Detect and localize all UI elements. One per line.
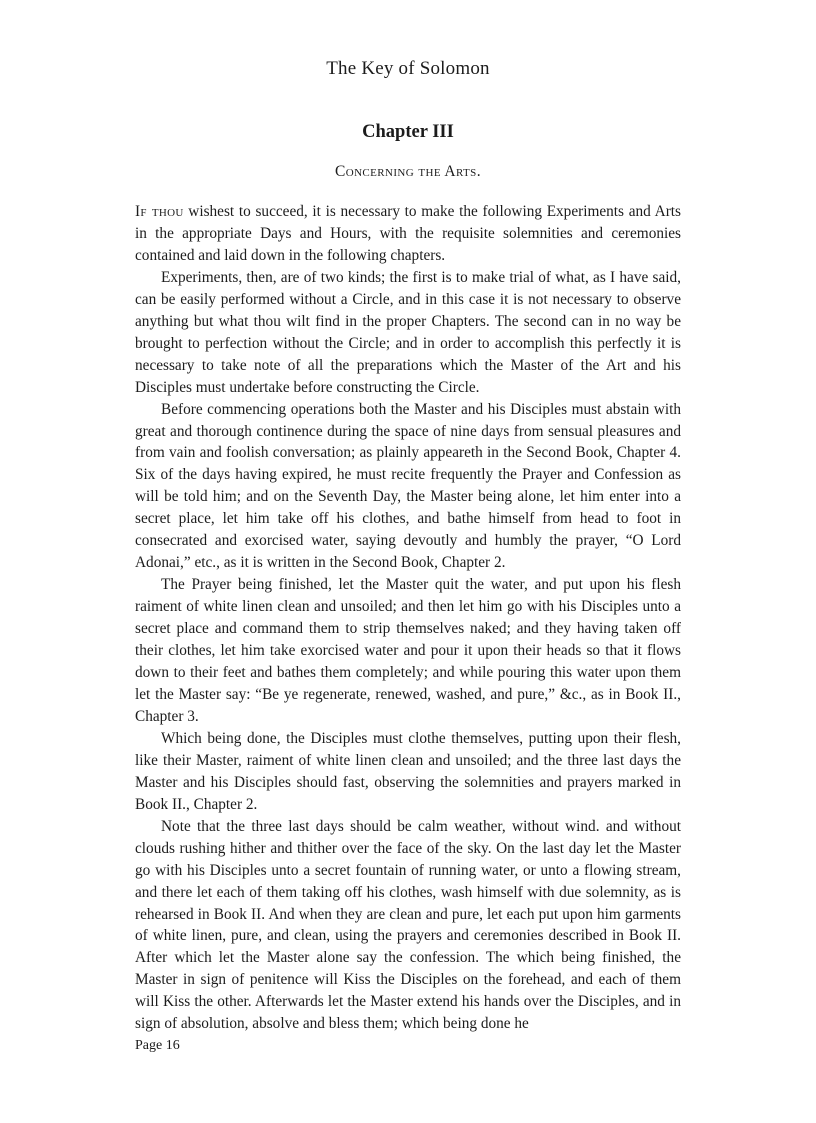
paragraph-1 [135,201,681,267]
paragraph-1-text: wishest to succeed, it is necessary to make the following Experiments and Arts in the appropriate Days and Hours, with the requisite solemnities and ceremonies contained and laid down in the following chapters. [135,203,682,264]
chapter-title: Chapter III [362,122,454,142]
body-text [135,201,681,1035]
paragraph-4: The Prayer being finished, let the Master quit the water, and put upon his flesh raiment of white linen clean and unsoiled; and then let him go with his Disciples unto a secret place and command them to strip themselves naked; and they having taken off their clothes, let him take exorcised water and pour it upon their heads so that it flows down to their feet and bathes them completely; and while pouring this water upon them let the Master say: “Be ye regenerate, renewed, washed, and pure,” &c., as in Book II., Chapter 3. [135,576,681,725]
paragraph-3: Before commencing operations both the Master and his Disciples must abstain with great and thorough continence during the space of nine days from sensual pleasures and from vain and foolish conversation; as plainly appeareth in the Second Book, Chapter 4. Six of the days having expired, he must recite frequently the Prayer and Confession as will be told him; and on the Seventh Day, the Master being alone, let him enter into a secret place, let him take off his clothes, and bathe himself from head to foot in consecrated and exorcised water, saying devoutly and humbly the prayer, “O Lord Adonai,” etc., as it is written in the Second Book, Chapter 2. [135,400,681,572]
running-head: The Key of Solomon [326,58,490,79]
page-number: Page 16 [135,1038,180,1053]
chapter-subtitle: Concerning the Arts. [335,163,481,180]
paragraph-5: Which being done, the Disciples must clothe themselves, putting upon their flesh, like their Master, raiment of white linen clean and unsoiled; and the three last days the Master and his Disciples should fast, observing the solemnities and prayers marked in Book II., Chapter 2. [135,729,681,813]
drop-lead-words: If thou [135,203,184,220]
paragraph-6: Note that the three last days should be calm weather, without wind. and without clouds rushing hither and thither over the face of the sky. On the last day let the Master go with his Disciples unto a secret fountain of running water, or unto a flowing stream, and there let each of them taking off his clothes, wash himself with due solemnity, as is rehearsed in Book II. And when they are clean and pure, let each put upon him garments of white linen, pure, and clean, using the prayers and ceremonies described in Book II. After which let the Master alone say the confession. The which being finished, the Master in sign of penitence will Kiss the Disciples on the forehead, and each of them will Kiss the other. Afterwards let the Master extend his hands over the Disciples, and in sign of absolution, absolve and bless them; which being done he [135,817,681,1033]
paragraph-2: Experiments, then, are of two kinds; the first is to make trial of what, as I have said, can be easily performed without a Circle, and in this case it is not necessary to observe anything but what thou wilt find in the proper Chapters. The second can in no way be brought to perfection without the Circle; and in order to accomplish this perfectly it is necessary to take note of all the preparations which the Master of the Art and his Disciples must undertake before constructing the Circle. [135,268,681,396]
